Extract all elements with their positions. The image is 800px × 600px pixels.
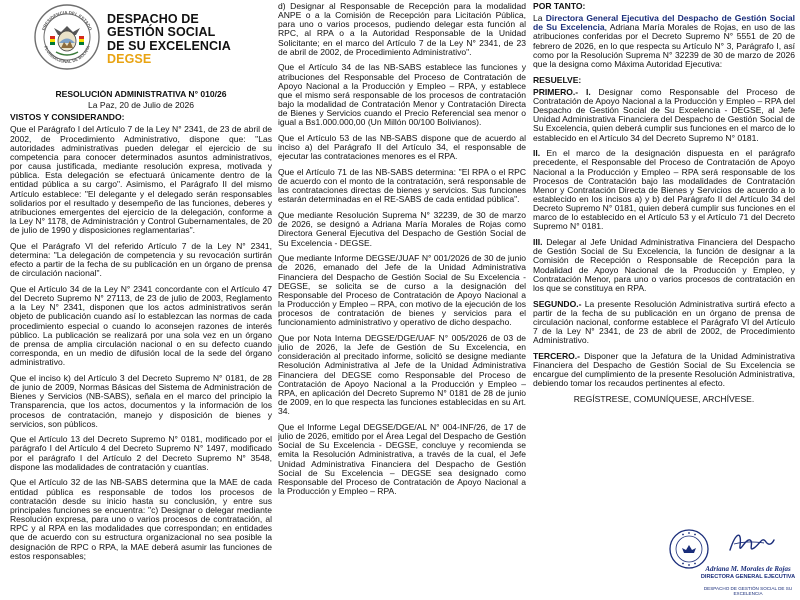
organization-name [107, 13, 231, 67]
org-name-line-1: DESPACHO DE [107, 12, 199, 26]
official-stamp-icon [668, 528, 710, 570]
article-text: Delegar al Jefe Unidad Administrativa Financiera del Despacho de Gestión Social de Su Excelencia, la función de designar a la Comisión de Recepción o Responsable de Recepción para la Modalidad de Apoyo Nacional de la Producción y Empleo, y Contratación Menor, para uno o varios procesos de contratación en los que se constituya en RPA. [533, 237, 795, 293]
resolution-article-segundo [533, 300, 795, 346]
org-name-line-3: DE SU EXCELENCIA [107, 38, 231, 53]
section-heading-por-tanto: POR TANTO: [533, 2, 586, 11]
signatory-office: DESPACHO DE GESTIÓN SOCIAL DE SU EXCELENCIA [703, 586, 793, 596]
org-name-line-2: GESTIÓN SOCIAL [107, 25, 216, 40]
authority-name: Directora General Ejecutiva del Despacho de Gestión Social de Su Excelencia [533, 13, 795, 33]
resolution-article-tercero [533, 352, 795, 389]
closing-formula: REGÍSTRESE, COMUNÍQUESE, ARCHÍVESE. [573, 393, 755, 404]
resolution-article-primero [533, 88, 795, 143]
considerando-paragraph: Que el Artículo 53 de las NB-SABS dispone que de acuerdo al inciso a) del Parágrafo II del Artículo 34, el responsable de ejecutar las contrataciones menores es el RPA. [278, 133, 526, 162]
state-emblem-seal-icon [34, 4, 100, 70]
svg-text:PLURINACIONAL DE BOLIVIA: PLURINACIONAL DE BOLIVIA [43, 44, 91, 65]
article-text: Disponer que la Jefatura de la Unidad Administrativa Financiera del Despacho de Gestión Social de Su Excelencia se encargue del cumplimiento de la presente Resolución Administrativa, debiendo tomar los recaudos pertinentes al efecto. [533, 350, 795, 389]
considerando-paragraph: Que el Artículo 13 del Decreto Supremo N° 0181, modificado por el parágrafo I del Artículo 4 del Decreto Supremo N° 1497, modificado por el parágrafo I del Artículo 2 del Decreto Supremo N° 3548, dispone las modalidades de contratación y cuantías. [10, 434, 272, 472]
org-acronym: DEGSE [107, 52, 152, 67]
article-lead: TERCERO.- [533, 350, 581, 361]
considerando-paragraph: Que el Parágrafo VI del referido Artículo 7 de la Ley N° 2341, determina: "La delegación de competencia y su revocación surtirán efecto a partir de la fecha de su publicación en un órgano de prensa de circulación nacional". [10, 240, 272, 279]
resolution-title: RESOLUCIÓN ADMINISTRATIVA N° 010/26 [55, 90, 227, 99]
article-lead: PRIMERO.- I. [533, 86, 591, 97]
column-1 [10, 90, 272, 598]
considerando-paragraph: Que mediante Informe DEGSE/JUAF N° 001/2026 de 30 de junio de 2026, emanado del Jefe de la Unidad Administrativa Financiera del Despacho de Gestión Social de Su Excelencia - DEGSE, se solicita se de curso a la designación del Responsable del Proceso de Contratación de Apoyo Nacional a la Producción y Empleo – RPA, con motivo de la ejecución de los procesos de contratación de bienes y servicios para el funcionamiento administrativo y operativo de dicho despacho. [278, 253, 526, 328]
considerando-paragraph: Que el Artículo 32 de las NB-SABS determina que la MAE de cada entidad pública es responsable de todos los procesos de contratación desde su inicio hasta su conclusión, y entre sus principales funciones se encuentra: "c) Designar o delegar mediante Resolución expresa, para uno o varios procesos de contratación, al RPC y al RPA en las modalidades que correspondan; en entidades que de acuerdo con su estructura organizacional no sea posible la designación de RPC o RPA, la MAE deberá asumir las funciones de estos responsables; [10, 477, 272, 561]
section-heading-resuelve: RESUELVE: [533, 74, 582, 85]
por-tanto-text-end: , Adriana María Morales de Rojas, en uso de las atribuciones conferidas por el Decreto Supremo N° 5551 de 20 de febrero de 2026, en lo que respecta su Artículo N° 3, Parágrafo I, así como por la Resolución Suprema N° 32239 de 30 de marzo de 2026 que la designa como Máxima Autoridad Ejecutiva: [533, 22, 795, 69]
considerando-paragraph: Que el inciso k) del Artículo 3 del Decreto Supremo N° 0181, de 28 de junio de 2009, Normas Básicas del Sistema de Administración de Bienes y Servicios (NB-SABS), señala en el marco del principio la Transparencia, que los actos, documentos y la información de los procesos de contratación, manejo y disposición de bienes y servicios, son públicos. [10, 372, 272, 429]
considerando-paragraph: Que por Nota Interna DEGSE/DGE/UAF N° 005/2026 de 03 de julio de 2026, la Jefe de Gestión de Su Excelencia, en consideración al precitado informe, solicitó se designe mediante Resolución Administrativa al Jefe de la Unidad Administrativa Financiera del DEGSE como Responsable del Proceso de Contratación de Apoyo Nacional a la Producción y Empleo – RPA, en aplicación del Decreto Supremo N° 0181 de 28 de junio de 2009, en lo que respecta las funciones establecidas en su Art. 34. [278, 333, 526, 417]
por-tanto-text-start: La [533, 13, 546, 24]
article-text: Designar como Responsable del Proceso de Contratación de Apoyo Nacional a la Producción y Empleo – RPA del Despacho de Gestión Social de Su Excelencia - DEGSE, al Jefe Unidad Administrativa Financiera del Despacho de Gestión Social de Su Excelencia, quien deberá cumplir sus funciones en el marco de lo establecido en el Artículo 34 del Decreto Supremo N° 0181. [533, 86, 795, 143]
article-text: En el marco de la designación dispuesta en el parágrafo precedente, el Responsable del Proceso de Contratación de Apoyo Nacional a la Producción y Empleo – RPA será responsable de los Procesos de Contratación bajo las modalidades de Contratación Menor y Contratación Directa de Bienes y Servicios de acuerdo a lo establecido en los incisos a) y b) del Parágrafo II del Artículo 34 del Decreto Supremo N° 0181, quien deberá cumplir sus funciones en el marco de lo establecido en el Artículo 53 y el Artículo 71 del Decreto Supremo N° 0181. [533, 148, 795, 232]
considerando-paragraph: Que el Artículo 34 de la Ley N° 2341 concordante con el Artículo 47 del Decreto Supremo N° 27113, de 23 de julio de 2003, Reglamento a la Ley N° 2341, disponen que los actos administrativos serán objeto de publicación cuando así lo establezcan las normas de cada procedimiento especial o cuando lo aconsejen razones de interés público. La publicación se realizará por una sola vez en un órgano de prensa de amplia circulación nacional o en su defecto cuando corresponda, en un medio de difusión local de la sede del órgano administrativo. [10, 283, 272, 368]
considerando-paragraph: Que el Artículo 34 de las NB-SABS establece las funciones y atribuciones del Responsable del Proceso de Contratación de Apoyo Nacional a la Producción y Empleo – RPA, y establece que el mismo será responsable de los procesos de contratación bajo la modalidad de Contratación Menor y Contratación Directa de Bienes y Servicios cuando el Precio Referencial sea menor o igual a Bs1.000.000,00 (Un Millón 00/100 Bolivianos). [278, 62, 526, 128]
handwritten-signature-icon [726, 528, 776, 558]
article-lead: SEGUNDO.- [533, 298, 582, 309]
resolution-article-iii [533, 238, 795, 293]
signatory-title: DIRECTORA GENERAL EJECUTIVA [700, 574, 796, 580]
considerando-paragraph: Que mediante Resolución Suprema N° 32239, de 30 de marzo de 2026, se designó a Adriana María Morales de Rojas como Directora General Ejecutiva del Despacho de Gestión Social de Su Excelencia - DEGSE. [278, 210, 526, 248]
column-3 [533, 2, 795, 598]
considerando-paragraph: Que el Artículo 71 de las NB-SABS determina: "El RPA o el RPC de acuerdo con el monto de la contratación, será responsable de las contrataciones directas de bienes y servicios. Sus funciones estarán determinadas en el RE-SABS de cada entidad pública". [278, 167, 526, 205]
svg-text:PRESIDENCIA DEL ESTADO: PRESIDENCIA DEL ESTADO [41, 9, 93, 32]
considerando-paragraph: Que el Informe Legal DEGSE/DGE/AL N° 004-INF/26, de 17 de julio de 2026, emitido por el Área Legal del Despacho de Gestión Social de Su Excelencia - DEGSE, concluye y recomienda se emita la Resolución Administrativa, a través de la cual, el Jefe Unidad Administrativa Financiera del Despacho de Gestión Social de Su Excelencia – DEGSE sea designado como Responsable del Proceso de Contratación de Apoyo Nacional a la Producción y Empleo – RPA. [278, 421, 526, 496]
resolution-date: La Paz, 20 de Julio de 2026 [88, 100, 194, 111]
signatory-name: Adriana M. Morales de Rojas [705, 565, 791, 573]
considerando-paragraph: d) Designar al Responsable de Recepción para la modalidad ANPE o a la Comisión de Recepción para Licitación Pública, para uno o varios procesos, pudiendo delegar esta función al RPC, al RPA o a la Autoridad Responsable de la Unidad Solicitante; en el marco del Artículo 7 de la Ley N° 2341, de 23 de abril de 2002, de Procedimiento Administrativo". [278, 2, 526, 57]
resolution-article-ii [533, 149, 795, 231]
considerando-paragraph: Que el Parágrafo I del Artículo 7 de la Ley N° 2341, de 23 de abril de 2002, de Procedimiento Administrativo, dispone que: "Las autoridades administrativas pueden delegar el ejercicio de su competencia para conocer determinados asuntos administrativos, por causa justificada, mediante resolución expresa, motivada y pública. Esta delegación se efectuará únicamente dentro de la entidad pública a su cargo". Asimismo, el Parágrafo II del mismo Artículo establece: "El delegante y el delegado serán responsables solidarios por el resultado y desempeño de las funciones, deberes y atribuciones emergentes del ejercicio de la delegación, conforme a la Ley N° 1178, de Administración y Control Gubernamentales, de 20 de julio de 1990 y disposiciones reglamentarias". [10, 124, 272, 236]
signature-block [668, 520, 796, 598]
por-tanto-paragraph [533, 14, 795, 69]
column-2 [278, 2, 526, 598]
section-heading-vistos: VISTOS Y CONSIDERANDO: [10, 112, 125, 123]
article-lead: III. [533, 237, 543, 248]
article-text: La presente Resolución Administrativa surtirá efecto a partir de la fecha de su publicación en un órgano de prensa de circulación nacional, conforme establece el Parágrafo VI del Artículo 7 de la Ley N° 2341, de 23 de abril de 2002, de Procedimiento Administrativo. [533, 298, 795, 346]
article-lead: II. [533, 148, 541, 159]
